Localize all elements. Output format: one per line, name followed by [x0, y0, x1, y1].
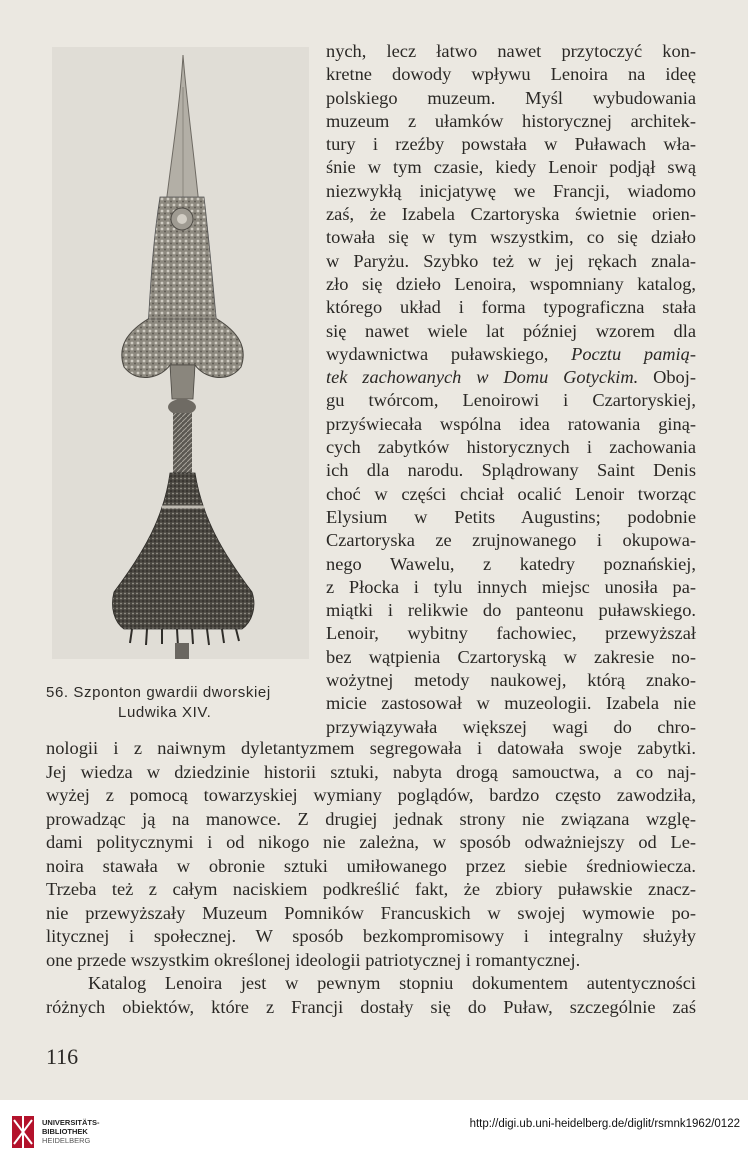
text-line: Jej wiedza w dziedzinie historii sztuki, nabyta drogą samouctwa, a co naj-: [46, 761, 696, 782]
text-line: śnie w tym czasie, kiedy Lenoir podjął swą: [326, 157, 696, 178]
source-url-link[interactable]: http://digi.ub.uni-heidelberg.de/diglit/rsmnk1962/0122: [469, 1118, 740, 1130]
text-line: Katalog Lenoira jest w pewnym stopniu dokumentem autentyczności: [88, 973, 696, 993]
university-library-logo-icon: [10, 1114, 36, 1150]
text-line: Trzeba też z całym naciskiem podkreślić fakt, że zbiory puławskie znacz-: [46, 879, 696, 899]
text-line: przyświecała wspólna idea ratowania giną-: [326, 413, 696, 434]
text-line: nych, lecz łatwo nawet przytoczyć kon-: [326, 41, 696, 61]
text-line: którego układ i forma typograficzna stała: [326, 297, 696, 318]
text-line: nologii i z naiwnym dyletantyzmem segregowała i datowała swoje zabytki.: [46, 738, 696, 758]
text-line: dami politycznymi i od nikogo nie zależna, w sposób odważniejszy od Le-: [46, 832, 696, 852]
text-line: Lenoir, wybitny fachowiec, przewyższał: [326, 623, 696, 644]
text-line: zaś, że Izabela Czartoryska świetnie orien-: [326, 204, 696, 225]
page-number: 116: [46, 1044, 79, 1069]
text-line: [326, 366, 696, 389]
text-line: tury i rzeźby powstała w Puławach wła-: [326, 134, 696, 155]
text-fragment: Oboj-: [638, 367, 696, 388]
text-line: cych zabytków historycznych i zachowania: [326, 437, 696, 458]
book-title-italic: tek zachowanych w Domu Gotyckim.: [326, 367, 639, 388]
logo-line: UNIVERSITÄTS-: [42, 1118, 100, 1127]
caption-line-1: 56. Szponton gwardii dworskiej: [46, 684, 271, 701]
text-line: niezwykłą inicjatywę we Francji, wiadomo: [326, 180, 696, 201]
text-line: wożytnej metody naukowej, którą znako-: [326, 670, 696, 691]
text-line: nie przewyższały Muzeum Pomników Francuskich w swojej wymowie po-: [46, 902, 696, 923]
right-column-text: [326, 40, 696, 739]
logo-line: HEIDELBERG: [42, 1136, 91, 1145]
text-line: polskiego muzeum. Myśl wybudowania: [326, 87, 696, 108]
text-line: w Paryżu. Szybko też w jej rękach znala-: [326, 250, 696, 271]
text-line: miątki i relikwie do panteonu puławskiego.: [326, 600, 696, 621]
digitization-footer: [0, 1100, 748, 1161]
text-line: Czartoryska ze zrujnowanego i okupowa-: [326, 530, 696, 551]
text-line: zło się dzieło Lenoira, wspomniany katalog,: [326, 273, 696, 294]
text-line: z Płocka i tylu innych miejsc unosiła pa-: [326, 576, 696, 597]
text-line: przywiązywała większej wagi do chro-: [326, 716, 696, 737]
logo-line: BIBLIOTHEK: [42, 1127, 88, 1136]
text-line: prowadząc ją na manowce. Z drugiej jednak strony nie związana wzglę-: [46, 808, 696, 829]
figure-caption: [46, 683, 316, 723]
text-line: gu twórcom, Lenoirowi i Czartoryskiej,: [326, 390, 696, 411]
caption-line-2: Ludwika XIV.: [118, 704, 212, 721]
text-line: one przede wszystkim określonej ideologii patriotycznej i romantycznej.: [46, 949, 581, 970]
text-line: się nawet wiele lat później wzorem dla: [326, 320, 696, 341]
book-title-italic: Pocztu pamią-: [571, 343, 696, 364]
text-fragment: wydawnictwa puławskiego,: [326, 343, 572, 364]
text-line: noira stawała w obronie sztuki umiłowanego przez siebie średniowiecza.: [46, 855, 696, 876]
text-line: wyżej z pomocą towarzyskiej wymiany poglądów, bardzo często zawodziła,: [46, 785, 696, 805]
text-line: micie zastosował w muzeologii. Izabela nie: [326, 693, 696, 714]
text-line: nego Wawelu, z katedry poznańskiej,: [326, 553, 696, 574]
library-name: [42, 1118, 100, 1145]
text-line: Elysium w Petits Augustins; podobnie: [326, 506, 696, 527]
text-line: bez wątpienia Czartoryską w zakresie no-: [326, 646, 696, 667]
halberd-photograph: [52, 47, 309, 659]
text-line: muzeum z ułamków historycznej architek-: [326, 110, 696, 131]
text-line: towała się w tym wszystkim, co się działo: [326, 227, 696, 248]
text-line: różnych obiektów, które z Francji dostały się do Puław, szczególnie zaś: [46, 996, 696, 1017]
text-line: ich dla narodu. Splądrowany Saint Denis: [326, 460, 696, 481]
text-line: kretne dowody wpływu Lenoira na ideę: [326, 64, 696, 85]
text-line: litycznej i społecznej. W sposób bezkompromisowy i integralny służyły: [46, 926, 696, 946]
full-width-text: [46, 737, 696, 1019]
text-line: [326, 343, 696, 366]
text-line: choć w części chciał ocalić Lenoir tworząc: [326, 483, 696, 504]
